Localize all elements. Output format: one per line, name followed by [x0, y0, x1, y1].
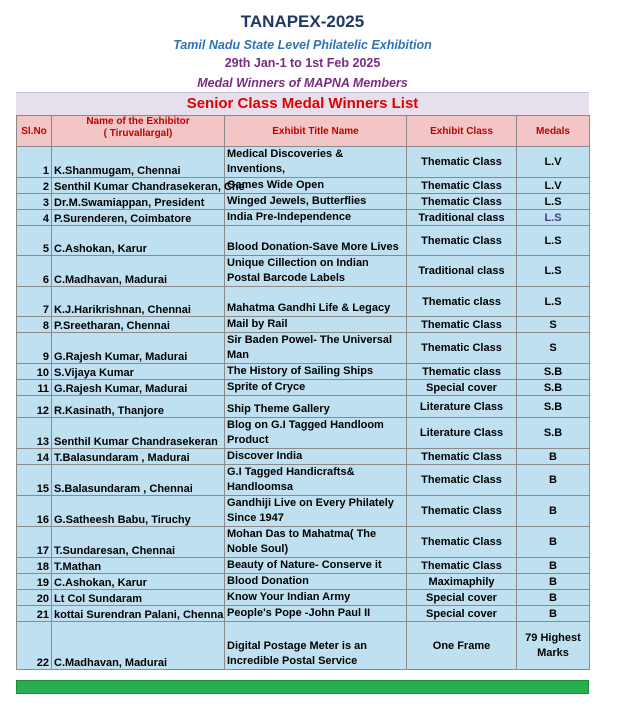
- cell-exhibit-title: Ship Theme Gallery: [225, 396, 407, 418]
- cell-exhibit-title: Medical Discoveries & Inventions,: [225, 147, 407, 178]
- table-row: [17, 622, 590, 670]
- cell-exhibitor: G.Satheesh Babu, Tiruchy: [52, 496, 225, 527]
- cell-sl: 7: [17, 287, 52, 317]
- cell-exhibit-class: Thematic Class: [407, 333, 517, 364]
- cell-medal: B: [517, 465, 590, 496]
- cell-medal: B: [517, 449, 590, 465]
- cell-exhibit-class: Maximaphily: [407, 574, 517, 590]
- cell-sl: 15: [17, 465, 52, 496]
- cell-medal: S.B: [517, 380, 590, 396]
- cell-medal: L.S: [517, 210, 590, 226]
- table-row: [17, 226, 590, 256]
- col-class: Exhibit Class: [407, 116, 517, 147]
- cell-sl: 2: [17, 178, 52, 194]
- table-row: [17, 558, 590, 574]
- cell-exhibit-class: Thematic Class: [407, 317, 517, 333]
- cell-exhibit-class: Literature Class: [407, 418, 517, 449]
- cell-exhibitor: R.Kasinath, Thanjore: [52, 396, 225, 418]
- cell-medal: S.B: [517, 364, 590, 380]
- cell-medal: B: [517, 590, 590, 606]
- table-row: [17, 590, 590, 606]
- table-header-row: [17, 116, 590, 147]
- cell-exhibit-title: Discover India: [225, 449, 407, 465]
- cell-sl: 3: [17, 194, 52, 210]
- table-row: [17, 380, 590, 396]
- cell-sl: 6: [17, 256, 52, 287]
- cell-exhibit-class: One Frame: [407, 622, 517, 670]
- cell-exhibit-class: Special cover: [407, 590, 517, 606]
- cell-medal: B: [517, 496, 590, 527]
- cell-exhibitor: G.Rajesh Kumar, Madurai: [52, 380, 225, 396]
- cell-exhibitor: K.J.Harikrishnan, Chennai: [52, 287, 225, 317]
- cell-sl: 17: [17, 527, 52, 558]
- cell-exhibitor: C.Madhavan, Madurai: [52, 622, 225, 670]
- cell-exhibit-title: Beauty of Nature- Conserve it: [225, 558, 407, 574]
- cell-exhibitor: T.Sundaresan, Chennai: [52, 527, 225, 558]
- cell-medal: L.V: [517, 178, 590, 194]
- cell-exhibit-class: Thematic Class: [407, 178, 517, 194]
- col-name-label: Name of the Exhibitor: [86, 116, 190, 127]
- cell-sl: 4: [17, 210, 52, 226]
- cell-exhibit-class: Traditional class: [407, 210, 517, 226]
- cell-exhibit-class: Thematic class: [407, 364, 517, 380]
- cell-sl: 20: [17, 590, 52, 606]
- cell-exhibit-class: Traditional class: [407, 256, 517, 287]
- cell-medal: S: [517, 317, 590, 333]
- cell-medal: S: [517, 333, 590, 364]
- list-title: Senior Class Medal Winners List: [16, 92, 589, 115]
- table-row: [17, 147, 590, 178]
- table-row: [17, 574, 590, 590]
- cell-sl: 11: [17, 380, 52, 396]
- cell-medal: L.S: [517, 256, 590, 287]
- cell-exhibitor: T.Balasundaram , Madurai: [52, 449, 225, 465]
- table-row: [17, 256, 590, 287]
- cell-exhibit-class: Thematic Class: [407, 465, 517, 496]
- cell-medal: B: [517, 527, 590, 558]
- cell-exhibitor: kottai Surendran Palani, Chenna: [52, 606, 225, 622]
- cell-exhibit-title: G.I Tagged Handicrafts& Handloomsa: [225, 465, 407, 496]
- cell-exhibit-title: Blog on G.I Tagged Handloom Product: [225, 418, 407, 449]
- cell-sl: 13: [17, 418, 52, 449]
- medal-table: [16, 115, 590, 670]
- event-dates: 29th Jan-1 to 1st Feb 2025: [224, 56, 381, 70]
- cell-exhibitor: Dr.M.Swamiappan, President: [52, 194, 225, 210]
- table-row: [17, 449, 590, 465]
- cell-exhibitor: P.Surenderen, Coimbatore: [52, 210, 225, 226]
- page-subtitle: Tamil Nadu State Level Philatelic Exhibition: [173, 38, 432, 52]
- table-row: [17, 333, 590, 364]
- cell-exhibit-class: Thematic Class: [407, 449, 517, 465]
- cell-exhibit-title: Digital Postage Meter is an Incredible Postal Service: [225, 622, 407, 670]
- page-title: TANAPEX-2025: [240, 12, 365, 31]
- cell-exhibit-class: Thematic Class: [407, 147, 517, 178]
- table-row: [17, 396, 590, 418]
- col-name-sub: ( Tiruvallargal): [103, 128, 173, 139]
- cell-medal: L.S: [517, 194, 590, 210]
- cell-exhibit-title: Winged Jewels, Butterflies: [225, 194, 407, 210]
- table-row: [17, 527, 590, 558]
- cell-medal: B: [517, 606, 590, 622]
- cell-exhibit-title: Mahatma Gandhi Life & Legacy: [225, 287, 407, 317]
- cell-exhibit-title: Know Your Indian Army: [225, 590, 407, 606]
- cell-sl: 5: [17, 226, 52, 256]
- cell-exhibit-class: Thematic class: [407, 287, 517, 317]
- cell-sl: 1: [17, 147, 52, 178]
- table-row: [17, 178, 590, 194]
- table-row: [17, 606, 590, 622]
- cell-exhibitor: T.Mathan: [52, 558, 225, 574]
- table-row: [17, 364, 590, 380]
- table-row: [17, 465, 590, 496]
- cell-medal: L.S: [517, 287, 590, 317]
- cell-exhibitor: C.Ashokan, Karur: [52, 226, 225, 256]
- cell-exhibitor: G.Rajesh Kumar, Madurai: [52, 333, 225, 364]
- cell-sl: 21: [17, 606, 52, 622]
- cell-exhibitor: Lt Col Sundaram: [52, 590, 225, 606]
- cell-exhibit-title: Mohan Das to Mahatma( The Noble Soul): [225, 527, 407, 558]
- cell-medal: 79 Highest Marks: [517, 622, 590, 670]
- cell-exhibit-class: Special cover: [407, 606, 517, 622]
- table-row: [17, 210, 590, 226]
- cell-sl: 9: [17, 333, 52, 364]
- table-row: [17, 496, 590, 527]
- cell-exhibit-class: Literature Class: [407, 396, 517, 418]
- cell-exhibitor: S.Vijaya Kumar: [52, 364, 225, 380]
- table-row: [17, 194, 590, 210]
- cell-exhibit-title: The History of Sailing Ships: [225, 364, 407, 380]
- cell-exhibit-title: Blood Donation: [225, 574, 407, 590]
- cell-exhibitor: C.Ashokan, Karur: [52, 574, 225, 590]
- cell-exhibit-class: Thematic Class: [407, 226, 517, 256]
- cell-sl: 19: [17, 574, 52, 590]
- cell-exhibit-title: Unique Cillection on Indian Postal Barcode Labels: [225, 256, 407, 287]
- cell-exhibit-title: Sprite of Cryce: [225, 380, 407, 396]
- table-row: [17, 317, 590, 333]
- cell-exhibit-title: Mail by Rail: [225, 317, 407, 333]
- cell-medal: L.S: [517, 226, 590, 256]
- cell-medal: B: [517, 558, 590, 574]
- cell-exhibitor: C.Madhavan, Madurai: [52, 256, 225, 287]
- cell-exhibit-class: Thematic Class: [407, 194, 517, 210]
- cell-exhibit-title: India Pre-Independence: [225, 210, 407, 226]
- cell-exhibitor: K.Shanmugam, Chennai: [52, 147, 225, 178]
- cell-sl: 16: [17, 496, 52, 527]
- footer-bar: [16, 680, 589, 694]
- cell-sl: 12: [17, 396, 52, 418]
- cell-medal: B: [517, 574, 590, 590]
- cell-sl: 10: [17, 364, 52, 380]
- cell-exhibit-class: Special cover: [407, 380, 517, 396]
- cell-medal: S.B: [517, 418, 590, 449]
- cell-exhibit-class: Thematic Class: [407, 496, 517, 527]
- cell-exhibit-title: Gandhiji Live on Every Philately Since 1947: [225, 496, 407, 527]
- cell-exhibit-title: Blood Donation-Save More Lives: [225, 226, 407, 256]
- cell-exhibitor: Senthil Kumar Chandrasekeran: [52, 418, 225, 449]
- table-row: [17, 418, 590, 449]
- cell-exhibitor: Senthil Kumar Chandrasekeran, Che: [52, 178, 225, 194]
- col-title: Exhibit Title Name: [225, 116, 407, 147]
- col-name: [52, 116, 225, 147]
- cell-sl: 14: [17, 449, 52, 465]
- table-row: [17, 287, 590, 317]
- cell-medal: L.V: [517, 147, 590, 178]
- cell-exhibit-title: People's Pope -John Paul II: [225, 606, 407, 622]
- cell-exhibit-class: Thematic Class: [407, 558, 517, 574]
- cell-medal: S.B: [517, 396, 590, 418]
- cell-exhibitor: P.Sreetharan, Chennai: [52, 317, 225, 333]
- cell-sl: 8: [17, 317, 52, 333]
- cell-sl: 18: [17, 558, 52, 574]
- org-caption: Medal Winners of MAPNA Members: [197, 76, 408, 90]
- col-medal: Medals: [517, 116, 590, 147]
- cell-exhibitor: S.Balasundaram , Chennai: [52, 465, 225, 496]
- col-sl: Sl.No: [17, 116, 52, 147]
- cell-exhibit-title: Sir Baden Powel- The Universal Man: [225, 333, 407, 364]
- cell-sl: 22: [17, 622, 52, 670]
- cell-exhibit-title: Games Wide Open: [225, 178, 407, 194]
- cell-exhibit-class: Thematic Class: [407, 527, 517, 558]
